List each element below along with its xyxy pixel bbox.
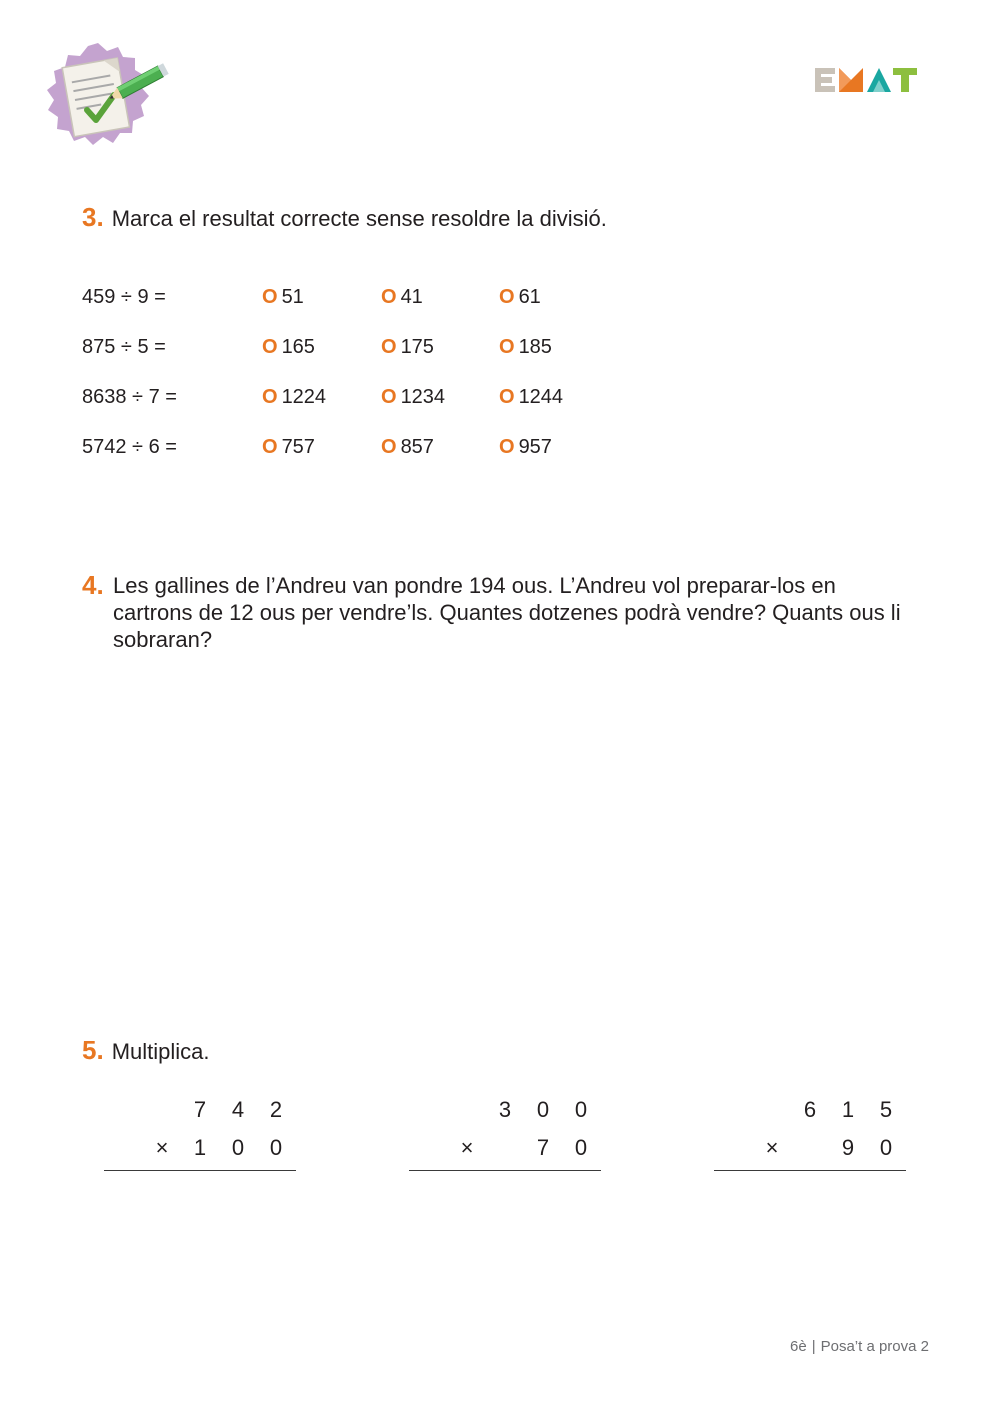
- answer-option[interactable]: [499, 286, 541, 309]
- result-line: [714, 1170, 906, 1171]
- question-5-number: 5.: [82, 1035, 104, 1065]
- option-value: 957: [518, 436, 552, 458]
- multiply-sign: ×: [155, 1135, 169, 1160]
- answer-option[interactable]: [262, 386, 326, 409]
- question-4-number: 4.: [82, 570, 104, 600]
- option-circle[interactable]: O: [381, 436, 397, 458]
- option-value: 1244: [518, 386, 564, 408]
- option-value: 1234: [400, 386, 446, 408]
- answer-option[interactable]: [499, 386, 563, 409]
- option-circle[interactable]: O: [381, 386, 397, 408]
- option-value: 175: [400, 336, 434, 358]
- option-value: 61: [518, 286, 541, 308]
- division-expression: 459 ÷ 9 =: [82, 286, 166, 308]
- division-expression: 875 ÷ 5 =: [82, 336, 166, 358]
- answer-option[interactable]: [262, 336, 315, 359]
- digit: 9: [841, 1135, 855, 1160]
- result-line: [409, 1170, 601, 1171]
- multiplier: [409, 1135, 601, 1165]
- digit: 0: [574, 1135, 588, 1160]
- option-circle[interactable]: O: [499, 386, 515, 408]
- option-value: 185: [518, 336, 552, 358]
- question-3-text: Marca el resultat correcte sense resoldre la divisió.: [111, 206, 607, 231]
- option-circle[interactable]: O: [262, 386, 278, 408]
- footer-separator: |: [811, 1338, 816, 1355]
- footer-title: Posa’t a prova 2: [820, 1338, 929, 1355]
- option-circle[interactable]: O: [262, 336, 278, 358]
- multiplicand: [409, 1097, 601, 1127]
- digit: 1: [841, 1097, 855, 1122]
- question-5-heading: [82, 1037, 210, 1065]
- answer-option[interactable]: [381, 436, 434, 459]
- answer-option[interactable]: [499, 436, 552, 459]
- option-circle[interactable]: O: [381, 336, 397, 358]
- digit: 5: [879, 1097, 893, 1122]
- digit: 0: [269, 1135, 283, 1160]
- division-expression: 5742 ÷ 6 =: [82, 436, 177, 458]
- option-value: 51: [281, 286, 304, 308]
- logo-letter-m: [839, 68, 863, 92]
- option-value: 41: [400, 286, 423, 308]
- division-row: [82, 386, 602, 416]
- digit: 3: [498, 1097, 512, 1122]
- logo-letter-e: [815, 68, 835, 92]
- question-5-text: Multiplica.: [111, 1039, 210, 1064]
- multiplication-problem: [714, 1097, 906, 1187]
- question-3-heading: [82, 204, 607, 232]
- question-4-text: Les gallines de l’Andreu van pondre 194 ous. L’Andreu vol preparar-los en cartrons de 12 ous per vendre’ls. Quantes dotzenes podrà vendre? Quants ous li sobraran?: [113, 573, 901, 652]
- multiplication-problem: [104, 1097, 296, 1187]
- answer-option[interactable]: [381, 286, 423, 309]
- checklist-pencil-icon: [40, 40, 180, 150]
- option-circle[interactable]: O: [499, 286, 515, 308]
- division-expression: 8638 ÷ 7 =: [82, 386, 177, 408]
- division-row: [82, 286, 602, 316]
- option-value: 1224: [281, 386, 327, 408]
- option-value: 857: [400, 436, 434, 458]
- digit: 0: [231, 1135, 245, 1160]
- digit: 2: [269, 1097, 283, 1122]
- question-4: [82, 572, 922, 653]
- digit: 0: [879, 1135, 893, 1160]
- option-circle[interactable]: O: [499, 336, 515, 358]
- option-circle[interactable]: O: [262, 286, 278, 308]
- digit: 6: [803, 1097, 817, 1122]
- option-circle[interactable]: O: [499, 436, 515, 458]
- option-circle[interactable]: O: [381, 286, 397, 308]
- option-circle[interactable]: O: [262, 436, 278, 458]
- logo-letter-t: [893, 68, 917, 92]
- multiplicand: [714, 1097, 906, 1127]
- option-value: 165: [281, 336, 315, 358]
- digit: 0: [536, 1097, 550, 1122]
- division-row: [82, 436, 602, 466]
- result-line: [104, 1170, 296, 1171]
- digit: 7: [193, 1097, 207, 1122]
- multiplicand: [104, 1097, 296, 1127]
- answer-option[interactable]: [381, 386, 445, 409]
- emat-logo: [815, 66, 917, 94]
- multiply-sign: ×: [765, 1135, 779, 1160]
- question-3-number: 3.: [82, 202, 104, 232]
- multiply-sign: ×: [460, 1135, 474, 1160]
- answer-option[interactable]: [262, 436, 315, 459]
- digit: 7: [536, 1135, 550, 1160]
- page-footer: [790, 1338, 929, 1355]
- division-row: [82, 336, 602, 366]
- footer-grade: 6è: [790, 1338, 807, 1355]
- digit: 1: [193, 1135, 207, 1160]
- multiplication-problem: [409, 1097, 601, 1187]
- logo-letter-a: [867, 68, 891, 92]
- answer-option[interactable]: [381, 336, 434, 359]
- option-value: 757: [281, 436, 315, 458]
- multiplier: [714, 1135, 906, 1165]
- answer-option[interactable]: [499, 336, 552, 359]
- multiplier: [104, 1135, 296, 1165]
- digit: 4: [231, 1097, 245, 1122]
- answer-option[interactable]: [262, 286, 304, 309]
- digit: 0: [574, 1097, 588, 1122]
